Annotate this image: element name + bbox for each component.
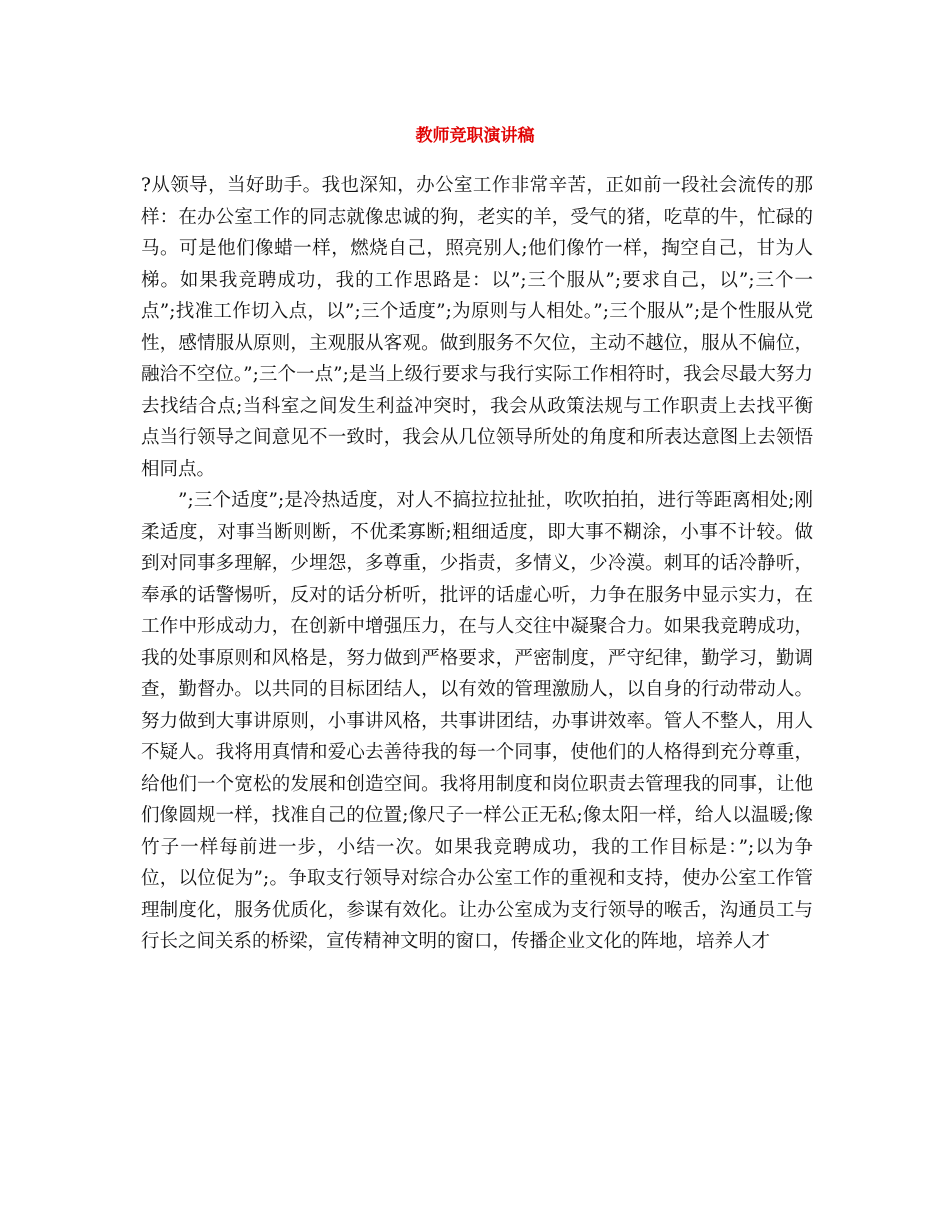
body-paragraph: ?从领导，当好助手。我也深知，办公室工作非常辛苦，正如前一段社会流传的那样：在办公室工作的同志就像忠诚的狗，老实的羊，受气的猪，吃草的牛，忙碌的马。可是他们像蜡一样，燃烧自己，照亮别人;他们像竹一样，掏空自己，甘为人梯。如果我竞聘成功，我的工作思路是：以”;三个服从”;要求自己，以”;三个一点”;找准工作切入点，以”;三个适度”;为原则与人相处。”;三个服从”;是个性服从党性，感情服从原则，主观服从客观。做到服务不欠位，主动不越位，服从不偏位，融洽不空位。”;三个一点”;是当上级行要求与我行实际工作相符时，我会尽最大努力去找结合点;当科室之间发生利益冲突时，我会从政策法规与工作职责上去找平衡点当行领导之间意见不一致时，我会从几位领导所处的角度和所表达意图上去领悟相同点。	[141, 175, 813, 480]
document-title: 教师竞职演讲稿	[415, 126, 535, 146]
body-paragraph: ”;三个适度”;是冷热适度，对人不搞拉拉扯扯，吹吹拍拍，进行等距离相处;刚柔适度，对事当断则断，不优柔寡断;粗细适度，即大事不糊涂，小事不计较。做到对同事多理解，少埋怨，多尊重，少指责，多情义，少冷漠。刺耳的话冷静听，奉承的话警惕听，反对的话分析听，批评的话虚心听，力争在服务中显示实力，在工作中形成动力，在创新中增强压力，在与人交往中凝聚合力。如果我竞聘成功，我的处事原则和风格是，努力做到严格要求，严密制度，严守纪律，勤学习，勤调查，勤督办。以共同的目标团结人，以有效的管理激励人，以自身的行动带动人。努力做到大事讲原则，小事讲风格，共事讲团结，办事讲效率。管人不整人，用人不疑人。我将用真情和爱心去善待我的每一个同事，使他们的人格得到充分尊重，给他们一个宽松的发展和创造空间。我将用制度和岗位职责去管理我的同事，让他们像圆规一样，找准自己的位置;像尺子一样公正无私;像太阳一样，给人以温暖;像竹子一样每前进一步，小结一次。如果我竞聘成功，我的工作目标是：”;以为争位，以位促为”;。争取支行领导对综合办公室工作的重视和支持，使办公室工作管理制度化，服务优质化，参谋有效化。让办公室成为支行领导的喉舌，沟通员工与行长之间关系的桥梁，宣传精神文明的窗口，传播企业文化的阵地，培养人才	[141, 490, 813, 952]
document-body	[141, 170, 813, 958]
